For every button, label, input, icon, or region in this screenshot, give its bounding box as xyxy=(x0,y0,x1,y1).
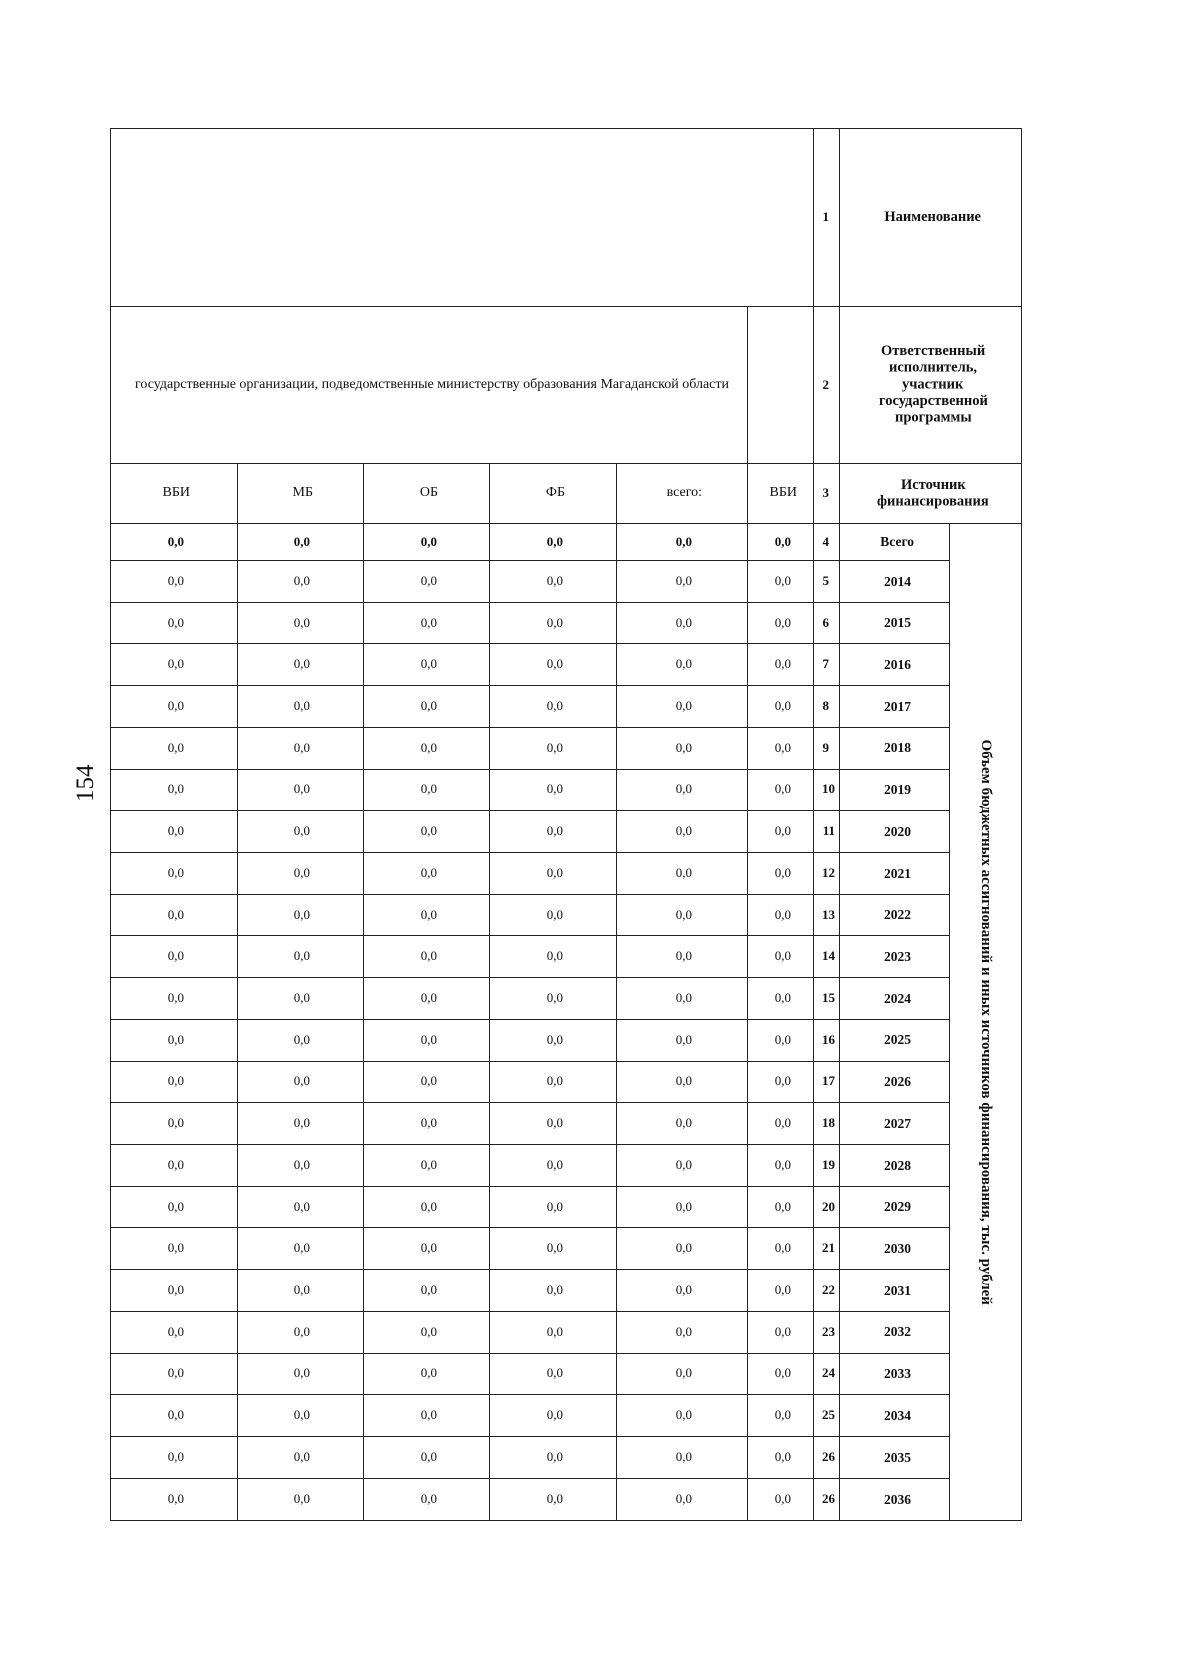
value-cell-2016: 0,0 xyxy=(616,644,747,686)
value-cell-2025: 0,0 xyxy=(616,1019,747,1061)
budget-table xyxy=(110,128,1022,1521)
value-cell-2031: 0,0 xyxy=(363,1270,489,1312)
value-cell-2020: 0,0 xyxy=(237,811,363,853)
value-cell-2018: 0,0 xyxy=(237,727,363,769)
source-cell: ОБ xyxy=(363,463,489,524)
value-cell-2020: 0,0 xyxy=(616,811,747,853)
source-cell: всего: xyxy=(616,463,747,524)
value-cell-2036: 0,0 xyxy=(616,1478,747,1520)
header-year-2028: 2028 xyxy=(840,1144,950,1186)
value-cell-2030: 0,0 xyxy=(363,1228,489,1270)
column-number-cell: 7 xyxy=(814,644,840,686)
value-cell-2027: 0,0 xyxy=(490,1103,616,1145)
value-cell-2036: 0,0 xyxy=(490,1478,616,1520)
value-cell-2022: 0,0 xyxy=(363,894,489,936)
value-cell-2027: 0,0 xyxy=(748,1103,814,1145)
header-year-2016: 2016 xyxy=(840,644,950,686)
value-cell-2031: 0,0 xyxy=(490,1270,616,1312)
value-cell-2024: 0,0 xyxy=(237,978,363,1020)
value-cell-2036: 0,0 xyxy=(111,1478,238,1520)
rotated-table-container xyxy=(110,128,1022,1521)
value-cell-2018: 0,0 xyxy=(616,727,747,769)
value-cell-2033: 0,0 xyxy=(616,1353,747,1395)
table-row xyxy=(748,129,814,1521)
value-cell-2030: 0,0 xyxy=(748,1228,814,1270)
value-cell-2022: 0,0 xyxy=(237,894,363,936)
value-cell-2035: 0,0 xyxy=(616,1437,747,1479)
value-cell-2029: 0,0 xyxy=(616,1186,747,1228)
value-cell-2017: 0,0 xyxy=(237,686,363,728)
column-number-cell: 12 xyxy=(814,852,840,894)
value-cell-2014: 0,0 xyxy=(237,560,363,602)
value-cell-2036: 0,0 xyxy=(363,1478,489,1520)
value-cell-2033: 0,0 xyxy=(490,1353,616,1395)
value-cell-2015: 0,0 xyxy=(616,602,747,644)
header-budget-volume: Объем бюджетных ассигнований и иных источников финансирования, тыс. рублей xyxy=(950,524,1022,1521)
value-cell-2035: 0,0 xyxy=(237,1437,363,1479)
column-number-cell: 10 xyxy=(814,769,840,811)
value-cell-2034: 0,0 xyxy=(748,1395,814,1437)
value-cell-2019: 0,0 xyxy=(490,769,616,811)
value-cell-2021: 0,0 xyxy=(490,852,616,894)
value-cell-2027: 0,0 xyxy=(111,1103,238,1145)
value-cell-2033: 0,0 xyxy=(363,1353,489,1395)
value-cell-2015: 0,0 xyxy=(111,602,238,644)
value-cell-2031: 0,0 xyxy=(616,1270,747,1312)
header-year-2015: 2015 xyxy=(840,602,950,644)
value-cell-2018: 0,0 xyxy=(111,727,238,769)
value-cell-2030: 0,0 xyxy=(616,1228,747,1270)
header-row-group xyxy=(950,129,1022,1521)
value-cell-2023: 0,0 xyxy=(616,936,747,978)
value-cell-2019: 0,0 xyxy=(616,769,747,811)
header-year-2034: 2034 xyxy=(840,1395,950,1437)
value-cell-2014: 0,0 xyxy=(490,560,616,602)
value-cell-2036: 0,0 xyxy=(748,1478,814,1520)
value-cell-2033: 0,0 xyxy=(748,1353,814,1395)
value-cell-2014: 0,0 xyxy=(111,560,238,602)
column-number-cell: 26 xyxy=(814,1478,840,1520)
column-number-cell: 20 xyxy=(814,1186,840,1228)
column-number-cell: 25 xyxy=(814,1395,840,1437)
value-cell-2026: 0,0 xyxy=(111,1061,238,1103)
value-cell-2016: 0,0 xyxy=(490,644,616,686)
column-number-cell: 17 xyxy=(814,1061,840,1103)
column-number-cell: 8 xyxy=(814,686,840,728)
value-cell-2031: 0,0 xyxy=(748,1270,814,1312)
value-cell-2022: 0,0 xyxy=(748,894,814,936)
value-cell-2016: 0,0 xyxy=(748,644,814,686)
value-cell-2020: 0,0 xyxy=(363,811,489,853)
header-year-2033: 2033 xyxy=(840,1353,950,1395)
value-cell-2029: 0,0 xyxy=(111,1186,238,1228)
value-cell-2036: 0,0 xyxy=(237,1478,363,1520)
value-cell-2020: 0,0 xyxy=(490,811,616,853)
value-cell-2022: 0,0 xyxy=(490,894,616,936)
value-cell-2023: 0,0 xyxy=(490,936,616,978)
value-cell-2027: 0,0 xyxy=(363,1103,489,1145)
source-cell: ФБ xyxy=(490,463,616,524)
column-number-cell: 24 xyxy=(814,1353,840,1395)
column-number-cell: 5 xyxy=(814,560,840,602)
column-number-cell: 9 xyxy=(814,727,840,769)
value-cell-2028: 0,0 xyxy=(616,1144,747,1186)
value-cell-2023: 0,0 xyxy=(748,936,814,978)
value-cell-2024: 0,0 xyxy=(616,978,747,1020)
value-cell-2029: 0,0 xyxy=(237,1186,363,1228)
value-cell-2026: 0,0 xyxy=(490,1061,616,1103)
value-cell-2022: 0,0 xyxy=(616,894,747,936)
value-cell-2019: 0,0 xyxy=(748,769,814,811)
value-cell-2014: 0,0 xyxy=(616,560,747,602)
value-cell-2031: 0,0 xyxy=(111,1270,238,1312)
value-cell-2024: 0,0 xyxy=(490,978,616,1020)
executor-cell: государственные организации, подведомственные министерству образования Магаданской области xyxy=(111,307,748,463)
value-cell-2017: 0,0 xyxy=(748,686,814,728)
header-row-column-numbers xyxy=(814,129,840,1521)
value-cell-2030: 0,0 xyxy=(111,1228,238,1270)
value-cell-2027: 0,0 xyxy=(616,1103,747,1145)
value-cell-2019: 0,0 xyxy=(111,769,238,811)
value-cell-2019: 0,0 xyxy=(363,769,489,811)
header-year-2021: 2021 xyxy=(840,852,950,894)
value-cell-2026: 0,0 xyxy=(616,1061,747,1103)
column-number-cell: 4 xyxy=(814,524,840,561)
column-number-cell: 6 xyxy=(814,602,840,644)
total-cell: 0,0 xyxy=(111,524,238,561)
column-number-cell: 26 xyxy=(814,1437,840,1479)
value-cell-2024: 0,0 xyxy=(363,978,489,1020)
header-source: Источник финансирования xyxy=(840,463,1022,524)
value-cell-2029: 0,0 xyxy=(748,1186,814,1228)
source-cell: ВБИ xyxy=(111,463,238,524)
value-cell-2020: 0,0 xyxy=(111,811,238,853)
source-cell: МБ xyxy=(237,463,363,524)
value-cell-2032: 0,0 xyxy=(363,1311,489,1353)
header-year-2020: 2020 xyxy=(840,811,950,853)
value-cell-2017: 0,0 xyxy=(616,686,747,728)
value-cell-2021: 0,0 xyxy=(748,852,814,894)
value-cell-2021: 0,0 xyxy=(363,852,489,894)
header-year-2024: 2024 xyxy=(840,978,950,1020)
value-cell-2035: 0,0 xyxy=(111,1437,238,1479)
value-cell-2024: 0,0 xyxy=(111,978,238,1020)
header-year-2018: 2018 xyxy=(840,727,950,769)
value-cell-2014: 0,0 xyxy=(363,560,489,602)
value-cell-2023: 0,0 xyxy=(111,936,238,978)
column-number-cell: 15 xyxy=(814,978,840,1020)
value-cell-2035: 0,0 xyxy=(748,1437,814,1479)
header-year-2017: 2017 xyxy=(840,686,950,728)
value-cell-2015: 0,0 xyxy=(748,602,814,644)
value-cell-2025: 0,0 xyxy=(748,1019,814,1061)
header-year-2023: 2023 xyxy=(840,936,950,978)
value-cell-2030: 0,0 xyxy=(237,1228,363,1270)
value-cell-2028: 0,0 xyxy=(111,1144,238,1186)
header-name: Наименование xyxy=(840,129,1022,307)
column-number-cell: 18 xyxy=(814,1103,840,1145)
column-number-cell: 13 xyxy=(814,894,840,936)
total-cell: 0,0 xyxy=(237,524,363,561)
value-cell-2034: 0,0 xyxy=(237,1395,363,1437)
header-year-2031: 2031 xyxy=(840,1270,950,1312)
value-cell-2024: 0,0 xyxy=(748,978,814,1020)
header-year-2026: 2026 xyxy=(840,1061,950,1103)
value-cell-2017: 0,0 xyxy=(490,686,616,728)
column-number-cell: 19 xyxy=(814,1144,840,1186)
column-number-cell: 2 xyxy=(814,307,840,463)
value-cell-2016: 0,0 xyxy=(237,644,363,686)
value-cell-2017: 0,0 xyxy=(111,686,238,728)
value-cell-2026: 0,0 xyxy=(363,1061,489,1103)
page-number: 154 xyxy=(72,764,99,802)
value-cell-2033: 0,0 xyxy=(111,1353,238,1395)
value-cell-2023: 0,0 xyxy=(237,936,363,978)
column-number-cell: 1 xyxy=(814,129,840,307)
value-cell-2025: 0,0 xyxy=(490,1019,616,1061)
value-cell-2018: 0,0 xyxy=(748,727,814,769)
column-number-cell: 22 xyxy=(814,1270,840,1312)
executor-cell xyxy=(748,307,814,463)
value-cell-2021: 0,0 xyxy=(111,852,238,894)
value-cell-2029: 0,0 xyxy=(490,1186,616,1228)
value-cell-2032: 0,0 xyxy=(490,1311,616,1353)
value-cell-2021: 0,0 xyxy=(616,852,747,894)
value-cell-2025: 0,0 xyxy=(237,1019,363,1061)
header-year-2014: 2014 xyxy=(840,560,950,602)
column-number-cell: 23 xyxy=(814,1311,840,1353)
value-cell-2032: 0,0 xyxy=(748,1311,814,1353)
header-year-2036: 2036 xyxy=(840,1478,950,1520)
value-cell-2023: 0,0 xyxy=(363,936,489,978)
column-number-cell: 16 xyxy=(814,1019,840,1061)
value-cell-2028: 0,0 xyxy=(363,1144,489,1186)
value-cell-2017: 0,0 xyxy=(363,686,489,728)
total-cell: 0,0 xyxy=(490,524,616,561)
value-cell-2035: 0,0 xyxy=(363,1437,489,1479)
value-cell-2035: 0,0 xyxy=(490,1437,616,1479)
value-cell-2025: 0,0 xyxy=(111,1019,238,1061)
value-cell-2032: 0,0 xyxy=(237,1311,363,1353)
source-cell: ВБИ xyxy=(748,463,814,524)
column-number-cell: 21 xyxy=(814,1228,840,1270)
value-cell-2026: 0,0 xyxy=(237,1061,363,1103)
value-cell-2027: 0,0 xyxy=(237,1103,363,1145)
total-cell: 0,0 xyxy=(616,524,747,561)
value-cell-2021: 0,0 xyxy=(237,852,363,894)
header-year-2029: 2029 xyxy=(840,1186,950,1228)
total-cell: 0,0 xyxy=(748,524,814,561)
table-row xyxy=(616,129,747,1521)
value-cell-2018: 0,0 xyxy=(490,727,616,769)
header-year-2030: 2030 xyxy=(840,1228,950,1270)
header-year-2027: 2027 xyxy=(840,1103,950,1145)
value-cell-2034: 0,0 xyxy=(490,1395,616,1437)
header-year-2035: 2035 xyxy=(840,1437,950,1479)
header-year-2022: 2022 xyxy=(840,894,950,936)
value-cell-2034: 0,0 xyxy=(616,1395,747,1437)
value-cell-2015: 0,0 xyxy=(363,602,489,644)
table-body xyxy=(111,129,814,1521)
value-cell-2015: 0,0 xyxy=(237,602,363,644)
value-cell-2033: 0,0 xyxy=(237,1353,363,1395)
header-total: Всего xyxy=(840,524,950,561)
header-year-2019: 2019 xyxy=(840,769,950,811)
name-cell xyxy=(111,129,814,307)
value-cell-2019: 0,0 xyxy=(237,769,363,811)
column-number-cell: 3 xyxy=(814,463,840,524)
header-year-2032: 2032 xyxy=(840,1311,950,1353)
column-number-cell: 11 xyxy=(814,811,840,853)
value-cell-2020: 0,0 xyxy=(748,811,814,853)
value-cell-2016: 0,0 xyxy=(363,644,489,686)
value-cell-2014: 0,0 xyxy=(748,560,814,602)
value-cell-2032: 0,0 xyxy=(111,1311,238,1353)
value-cell-2034: 0,0 xyxy=(111,1395,238,1437)
value-cell-2028: 0,0 xyxy=(490,1144,616,1186)
value-cell-2016: 0,0 xyxy=(111,644,238,686)
value-cell-2032: 0,0 xyxy=(616,1311,747,1353)
value-cell-2015: 0,0 xyxy=(490,602,616,644)
value-cell-2028: 0,0 xyxy=(237,1144,363,1186)
header-year-2025: 2025 xyxy=(840,1019,950,1061)
total-cell: 0,0 xyxy=(363,524,489,561)
value-cell-2026: 0,0 xyxy=(748,1061,814,1103)
value-cell-2025: 0,0 xyxy=(363,1019,489,1061)
value-cell-2018: 0,0 xyxy=(363,727,489,769)
column-number-cell: 14 xyxy=(814,936,840,978)
header-executor: Ответственный исполнитель, участник государственной программы xyxy=(840,307,1022,463)
value-cell-2030: 0,0 xyxy=(490,1228,616,1270)
value-cell-2022: 0,0 xyxy=(111,894,238,936)
value-cell-2031: 0,0 xyxy=(237,1270,363,1312)
value-cell-2034: 0,0 xyxy=(363,1395,489,1437)
value-cell-2029: 0,0 xyxy=(363,1186,489,1228)
value-cell-2028: 0,0 xyxy=(748,1144,814,1186)
